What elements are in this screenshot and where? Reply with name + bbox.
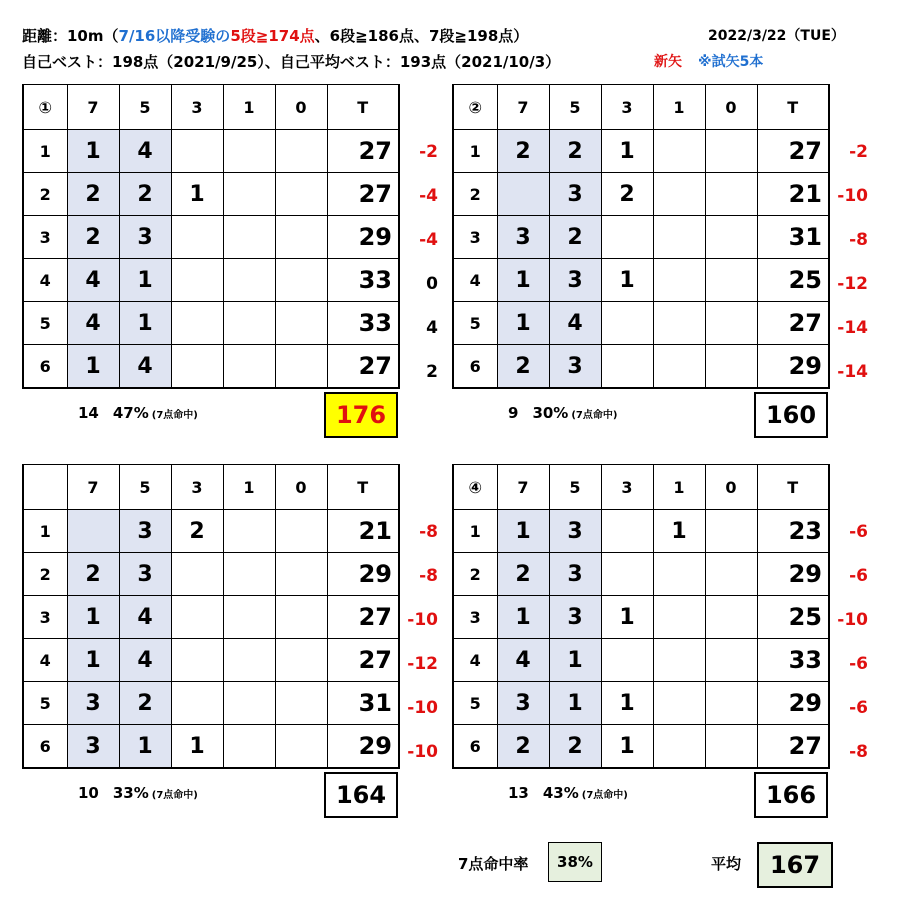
end-total: 27 — [757, 302, 829, 345]
seven-hit-note: (7点命中) — [151, 790, 198, 801]
column-header: 5 — [119, 85, 171, 130]
score-count-cell: 1 — [171, 173, 223, 216]
cumulative-diff: -10 — [837, 186, 868, 206]
end-number: 3 — [453, 596, 497, 639]
score-count-cell — [223, 259, 275, 302]
score-header-row — [453, 85, 829, 130]
end-row — [453, 130, 829, 173]
score-count-cell: 1 — [549, 682, 601, 725]
score-count-cell — [601, 510, 653, 553]
score-count-cell — [223, 510, 275, 553]
end-number: 6 — [23, 345, 67, 389]
score-table — [452, 84, 830, 389]
end-total: 33 — [757, 639, 829, 682]
column-header: 0 — [705, 465, 757, 510]
end-row — [23, 259, 399, 302]
end-number: 5 — [453, 682, 497, 725]
score-count-cell: 1 — [497, 259, 549, 302]
cumulative-diff-column — [828, 464, 868, 774]
end-total: 29 — [327, 216, 399, 259]
score-count-cell: 2 — [119, 173, 171, 216]
seven-hit-note: (7点命中) — [571, 410, 618, 421]
score-count-cell: 1 — [67, 345, 119, 389]
score-count-cell: 1 — [67, 130, 119, 173]
hit-summary — [508, 784, 628, 802]
column-header: 1 — [653, 85, 705, 130]
score-header-row — [453, 465, 829, 510]
end-total: 27 — [327, 596, 399, 639]
seven-hit-count: 9 — [508, 404, 519, 422]
cumulative-diff-column — [398, 84, 438, 394]
cumulative-diff: -14 — [837, 362, 868, 382]
average-value: 167 — [757, 842, 833, 888]
score-count-cell: 1 — [497, 596, 549, 639]
dan-thresholds: 、6段≧186点、7段≧198点） — [314, 27, 529, 45]
score-count-cell — [171, 345, 223, 389]
score-count-cell — [601, 345, 653, 389]
score-count-cell — [705, 596, 757, 639]
column-header: 0 — [275, 85, 327, 130]
score-count-cell — [275, 302, 327, 345]
score-count-cell: 2 — [549, 725, 601, 769]
end-number: 6 — [23, 725, 67, 769]
end-row — [23, 302, 399, 345]
score-count-cell — [275, 259, 327, 302]
score-count-cell: 2 — [119, 682, 171, 725]
round-number: ① — [23, 85, 67, 130]
score-count-cell — [275, 639, 327, 682]
seven-hit-count: 13 — [508, 784, 529, 802]
hit-summary — [78, 784, 198, 802]
score-header-row — [23, 465, 399, 510]
score-count-cell — [497, 173, 549, 216]
end-number: 2 — [453, 173, 497, 216]
cumulative-diff: -6 — [849, 522, 868, 542]
end-number: 3 — [23, 596, 67, 639]
score-count-cell — [223, 216, 275, 259]
column-header: 5 — [119, 465, 171, 510]
session-date: 2022/3/22（TUE） — [708, 28, 845, 44]
end-total: 31 — [327, 682, 399, 725]
score-count-cell — [275, 216, 327, 259]
end-total: 29 — [757, 682, 829, 725]
score-count-cell — [171, 682, 223, 725]
score-count-cell: 2 — [497, 553, 549, 596]
score-count-cell: 2 — [497, 345, 549, 389]
round-4-sheet — [452, 464, 868, 809]
score-count-cell — [223, 639, 275, 682]
end-number: 2 — [23, 173, 67, 216]
end-number: 2 — [23, 553, 67, 596]
column-header: 5 — [549, 465, 601, 510]
seven-hit-percent: 43% — [542, 784, 579, 802]
score-count-cell: 2 — [497, 130, 549, 173]
score-count-cell — [705, 639, 757, 682]
score-count-cell — [601, 216, 653, 259]
score-count-cell — [171, 216, 223, 259]
new-arrows-label: 新矢 — [654, 54, 682, 70]
seven-hit-count: 14 — [78, 404, 99, 422]
score-count-cell — [653, 302, 705, 345]
score-count-cell — [275, 682, 327, 725]
cumulative-diff: -10 — [407, 698, 438, 718]
column-header: 7 — [67, 465, 119, 510]
score-count-cell — [653, 259, 705, 302]
cumulative-diff: -10 — [407, 610, 438, 630]
score-count-cell — [653, 725, 705, 769]
hit-rate-value: 38% — [548, 842, 602, 882]
score-table — [22, 84, 400, 389]
end-total: 29 — [757, 553, 829, 596]
score-count-cell: 4 — [549, 302, 601, 345]
seven-hit-percent: 30% — [532, 404, 569, 422]
score-count-cell: 1 — [119, 725, 171, 769]
score-count-cell: 2 — [67, 173, 119, 216]
round-total: 164 — [324, 772, 398, 818]
cumulative-diff: -6 — [849, 566, 868, 586]
end-row — [453, 553, 829, 596]
score-count-cell: 3 — [67, 682, 119, 725]
column-header: 3 — [601, 465, 653, 510]
end-total: 27 — [327, 345, 399, 389]
hit-summary — [508, 404, 617, 422]
end-row — [453, 345, 829, 389]
score-count-cell — [171, 259, 223, 302]
end-number: 5 — [23, 302, 67, 345]
end-total: 33 — [327, 302, 399, 345]
end-row — [453, 173, 829, 216]
end-row — [23, 596, 399, 639]
end-row — [453, 302, 829, 345]
score-count-cell — [601, 639, 653, 682]
end-number: 1 — [23, 130, 67, 173]
cumulative-diff: 4 — [426, 318, 438, 338]
end-number: 4 — [453, 639, 497, 682]
end-number: 4 — [453, 259, 497, 302]
score-count-cell — [653, 553, 705, 596]
cumulative-diff: -10 — [837, 610, 868, 630]
end-number: 5 — [23, 682, 67, 725]
cumulative-diff: -8 — [419, 566, 438, 586]
end-row — [453, 639, 829, 682]
end-total: 31 — [757, 216, 829, 259]
score-count-cell — [653, 639, 705, 682]
end-number: 1 — [453, 130, 497, 173]
score-count-cell — [275, 725, 327, 769]
score-count-cell: 1 — [601, 259, 653, 302]
cumulative-diff: -14 — [837, 318, 868, 338]
score-count-cell — [601, 302, 653, 345]
column-header: 1 — [223, 465, 275, 510]
score-count-cell — [223, 725, 275, 769]
cumulative-diff: -8 — [849, 230, 868, 250]
score-count-cell: 1 — [67, 639, 119, 682]
column-header: T — [327, 465, 399, 510]
end-total: 27 — [757, 130, 829, 173]
end-number: 6 — [453, 345, 497, 389]
round-total: 176 — [324, 392, 398, 438]
end-number: 4 — [23, 259, 67, 302]
cumulative-diff: -4 — [419, 230, 438, 250]
end-total: 27 — [327, 130, 399, 173]
end-number: 1 — [453, 510, 497, 553]
column-header: 5 — [549, 85, 601, 130]
score-count-cell — [653, 345, 705, 389]
score-count-cell: 3 — [549, 259, 601, 302]
cumulative-diff: -6 — [849, 654, 868, 674]
score-count-cell — [705, 130, 757, 173]
end-number: 4 — [23, 639, 67, 682]
score-count-cell — [67, 510, 119, 553]
end-number: 5 — [453, 302, 497, 345]
score-count-cell — [275, 596, 327, 639]
end-row — [23, 682, 399, 725]
round-number: ② — [453, 85, 497, 130]
score-count-cell — [171, 596, 223, 639]
score-count-cell — [275, 173, 327, 216]
score-count-cell: 1 — [497, 510, 549, 553]
cumulative-diff: 2 — [426, 362, 438, 382]
cumulative-diff-column — [398, 464, 438, 774]
cumulative-diff: -12 — [407, 654, 438, 674]
average-label: 平均 — [711, 855, 742, 873]
score-count-cell: 3 — [119, 510, 171, 553]
score-count-cell: 4 — [67, 302, 119, 345]
score-count-cell: 1 — [601, 130, 653, 173]
score-count-cell — [223, 173, 275, 216]
round-total: 160 — [754, 392, 828, 438]
end-total: 25 — [757, 259, 829, 302]
column-header: T — [327, 85, 399, 130]
seven-hit-note: (7点命中) — [151, 410, 198, 421]
score-count-cell — [705, 216, 757, 259]
end-total: 27 — [327, 173, 399, 216]
column-header: 3 — [171, 85, 223, 130]
column-header: 3 — [171, 465, 223, 510]
score-count-cell: 2 — [67, 553, 119, 596]
score-count-cell: 4 — [119, 639, 171, 682]
score-count-cell: 1 — [601, 725, 653, 769]
score-count-cell: 4 — [119, 130, 171, 173]
distance-rule-line — [22, 27, 528, 45]
end-total: 25 — [757, 596, 829, 639]
score-count-cell: 3 — [549, 510, 601, 553]
score-count-cell: 3 — [549, 596, 601, 639]
end-row — [23, 510, 399, 553]
end-row — [453, 216, 829, 259]
end-total: 29 — [327, 553, 399, 596]
cumulative-diff-column — [828, 84, 868, 394]
end-number: 3 — [23, 216, 67, 259]
end-total: 33 — [327, 259, 399, 302]
end-total: 29 — [327, 725, 399, 769]
score-count-cell: 1 — [601, 682, 653, 725]
round-3-sheet — [22, 464, 438, 809]
cumulative-diff: -6 — [849, 698, 868, 718]
score-count-cell — [275, 510, 327, 553]
round-2-sheet — [452, 84, 868, 429]
end-row — [23, 345, 399, 389]
score-count-cell: 4 — [497, 639, 549, 682]
score-count-cell: 2 — [67, 216, 119, 259]
score-count-cell: 2 — [549, 216, 601, 259]
round-1-sheet — [22, 84, 438, 429]
end-row — [453, 259, 829, 302]
column-header: 3 — [601, 85, 653, 130]
end-total: 27 — [327, 639, 399, 682]
end-row — [23, 725, 399, 769]
trial-arrows-label: ※試矢5本 — [698, 54, 764, 70]
score-count-cell — [223, 345, 275, 389]
score-count-cell — [653, 596, 705, 639]
end-number: 1 — [23, 510, 67, 553]
end-row — [23, 639, 399, 682]
column-header: 7 — [67, 85, 119, 130]
score-count-cell — [223, 596, 275, 639]
end-total: 23 — [757, 510, 829, 553]
end-number: 2 — [453, 553, 497, 596]
end-row — [453, 510, 829, 553]
seven-hit-percent: 47% — [112, 404, 149, 422]
cumulative-diff: -8 — [849, 742, 868, 762]
cumulative-diff: -4 — [419, 186, 438, 206]
score-count-cell: 3 — [549, 173, 601, 216]
score-count-cell: 3 — [549, 345, 601, 389]
cumulative-diff: -2 — [419, 142, 438, 162]
score-count-cell: 3 — [549, 553, 601, 596]
hit-rate-label: 7点命中率 — [458, 855, 529, 873]
end-row — [23, 130, 399, 173]
end-total: 27 — [757, 725, 829, 769]
score-count-cell — [705, 302, 757, 345]
column-header: 1 — [223, 85, 275, 130]
score-count-cell — [705, 173, 757, 216]
end-row — [23, 173, 399, 216]
score-header-row — [23, 85, 399, 130]
score-count-cell: 3 — [119, 216, 171, 259]
score-count-cell: 1 — [119, 302, 171, 345]
distance-label: 距離：10m（ — [22, 27, 119, 45]
end-row — [23, 216, 399, 259]
score-count-cell: 4 — [119, 596, 171, 639]
cumulative-diff: -8 — [419, 522, 438, 542]
column-header: 7 — [497, 85, 549, 130]
column-header: 7 — [497, 465, 549, 510]
score-count-cell: 3 — [497, 216, 549, 259]
score-count-cell: 3 — [119, 553, 171, 596]
score-count-cell — [275, 130, 327, 173]
end-row — [23, 553, 399, 596]
exam-date-note: 7/16以降受験の — [118, 27, 231, 45]
round-number: ④ — [453, 465, 497, 510]
score-count-cell: 2 — [601, 173, 653, 216]
score-count-cell — [705, 682, 757, 725]
score-count-cell — [705, 259, 757, 302]
score-count-cell: 1 — [497, 302, 549, 345]
score-count-cell — [275, 553, 327, 596]
seven-hit-count: 10 — [78, 784, 99, 802]
score-count-cell: 2 — [497, 725, 549, 769]
score-count-cell — [653, 173, 705, 216]
score-table — [452, 464, 830, 769]
score-count-cell: 1 — [67, 596, 119, 639]
score-count-cell — [171, 553, 223, 596]
dan5-threshold: 5段≧174点 — [230, 27, 315, 45]
score-count-cell — [223, 553, 275, 596]
score-count-cell — [705, 345, 757, 389]
score-count-cell: 1 — [653, 510, 705, 553]
cumulative-diff: -2 — [849, 142, 868, 162]
hit-summary — [78, 404, 198, 422]
score-count-cell — [275, 345, 327, 389]
score-count-cell — [653, 216, 705, 259]
score-count-cell — [705, 553, 757, 596]
end-total: 21 — [327, 510, 399, 553]
round-number — [23, 465, 67, 510]
column-header: 0 — [705, 85, 757, 130]
column-header: 0 — [275, 465, 327, 510]
column-header: T — [757, 85, 829, 130]
score-count-cell: 1 — [171, 725, 223, 769]
score-count-cell — [171, 639, 223, 682]
column-header: T — [757, 465, 829, 510]
score-count-cell: 3 — [67, 725, 119, 769]
score-count-cell — [171, 302, 223, 345]
score-count-cell: 1 — [119, 259, 171, 302]
score-count-cell — [653, 130, 705, 173]
seven-hit-percent: 33% — [112, 784, 149, 802]
end-number: 6 — [453, 725, 497, 769]
personal-best-line: 自己ベスト：198点（2021/9/25）、自己平均ベスト：193点（2021/10/3） — [22, 53, 561, 71]
end-row — [453, 725, 829, 769]
end-total: 29 — [757, 345, 829, 389]
seven-hit-note: (7点命中) — [581, 790, 628, 801]
arrow-note — [654, 53, 763, 71]
score-count-cell — [223, 302, 275, 345]
score-count-cell — [653, 682, 705, 725]
column-header: 1 — [653, 465, 705, 510]
score-count-cell: 1 — [549, 639, 601, 682]
end-number: 3 — [453, 216, 497, 259]
score-table — [22, 464, 400, 769]
end-row — [453, 596, 829, 639]
score-count-cell — [223, 682, 275, 725]
score-count-cell: 2 — [549, 130, 601, 173]
score-count-cell: 4 — [119, 345, 171, 389]
score-count-cell: 3 — [497, 682, 549, 725]
end-row — [453, 682, 829, 725]
cumulative-diff: -10 — [407, 742, 438, 762]
score-count-cell — [601, 553, 653, 596]
score-count-cell — [705, 725, 757, 769]
score-count-cell — [223, 130, 275, 173]
score-count-cell — [171, 130, 223, 173]
cumulative-diff: 0 — [426, 274, 438, 294]
score-count-cell: 1 — [601, 596, 653, 639]
round-total: 166 — [754, 772, 828, 818]
cumulative-diff: -12 — [837, 274, 868, 294]
end-total: 21 — [757, 173, 829, 216]
score-count-cell: 2 — [171, 510, 223, 553]
score-count-cell — [705, 510, 757, 553]
score-count-cell: 4 — [67, 259, 119, 302]
